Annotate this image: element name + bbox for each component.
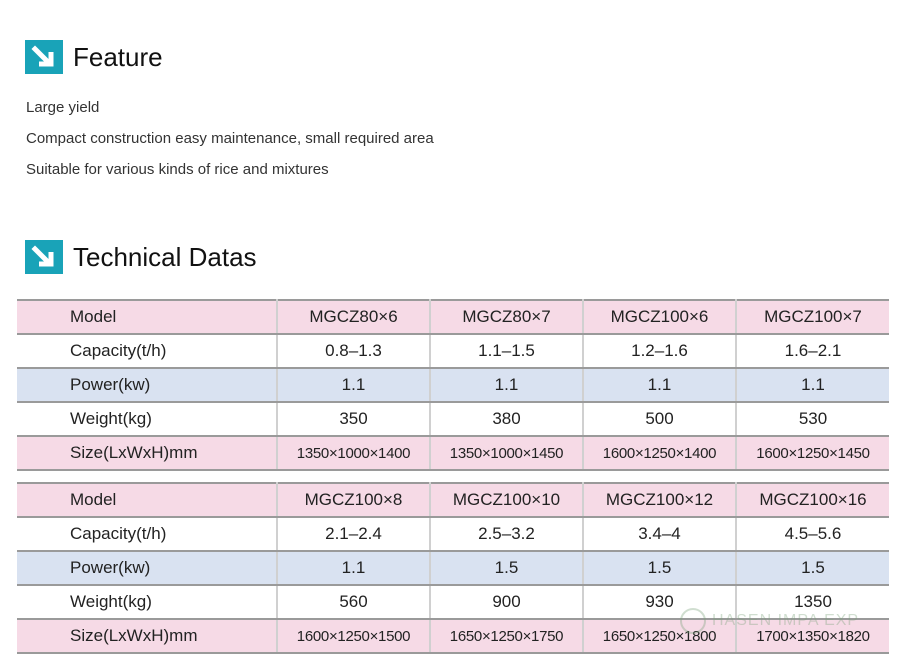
size-cell: 1600×1250×1400 [583,436,736,470]
weight-cell: 900 [430,585,583,619]
spec-table-1 [17,299,889,471]
size-cell: 1350×1000×1400 [277,436,430,470]
feature-header [25,40,163,74]
row-label-power: Power(kw) [17,551,277,585]
table-row-weight [17,402,889,436]
model-cell: MGCZ100×12 [583,483,736,517]
size-cell: 1650×1250×1750 [430,619,583,653]
row-label-model: Model [17,483,277,517]
capacity-cell: 1.2–1.6 [583,334,736,368]
weight-cell: 1350 [736,585,889,619]
size-cell: 1700×1350×1820 [736,619,889,653]
table-row-power [17,368,889,402]
row-label-capacity: Capacity(t/h) [17,334,277,368]
row-label-size: Size(LxWxH)mm [17,619,277,653]
table-row-model [17,300,889,334]
power-cell: 1.5 [583,551,736,585]
weight-cell: 560 [277,585,430,619]
model-cell: MGCZ80×6 [277,300,430,334]
table-row-size [17,436,889,470]
capacity-cell: 3.4–4 [583,517,736,551]
power-cell: 1.1 [277,551,430,585]
feature-title: Feature [73,41,163,72]
row-label-weight: Weight(kg) [17,585,277,619]
capacity-cell: 2.5–3.2 [430,517,583,551]
size-cell: 1350×1000×1450 [430,436,583,470]
power-cell: 1.1 [736,368,889,402]
model-cell: MGCZ80×7 [430,300,583,334]
table-row-capacity [17,334,889,368]
watermark [680,608,859,634]
row-label-size: Size(LxWxH)mm [17,436,277,470]
capacity-cell: 0.8–1.3 [277,334,430,368]
table-row-power [17,551,889,585]
weight-cell: 530 [736,402,889,436]
power-cell: 1.5 [430,551,583,585]
capacity-cell: 1.6–2.1 [736,334,889,368]
watermark-text: HASEN IMPA EXP [712,612,860,629]
model-cell: MGCZ100×16 [736,483,889,517]
technical-title: Technical Datas [73,241,257,272]
power-cell: 1.5 [736,551,889,585]
row-label-capacity: Capacity(t/h) [17,517,277,551]
size-cell: 1600×1250×1500 [277,619,430,653]
power-cell: 1.1 [430,368,583,402]
size-cell: 1600×1250×1450 [736,436,889,470]
feature-line-3: Suitable for various kinds of rice and mixtures [26,161,329,178]
power-cell: 1.1 [277,368,430,402]
model-cell: MGCZ100×7 [736,300,889,334]
feature-line-1: Large yield [26,99,100,116]
model-cell: MGCZ100×6 [583,300,736,334]
weight-cell: 500 [583,402,736,436]
row-label-power: Power(kw) [17,368,277,402]
capacity-cell: 4.5–5.6 [736,517,889,551]
feature-line-2: Compact construction easy maintenance, small required area [26,130,434,147]
power-cell: 1.1 [583,368,736,402]
model-cell: MGCZ100×8 [277,483,430,517]
weight-cell: 930 [583,585,736,619]
row-label-model: Model [17,300,277,334]
model-cell: MGCZ100×10 [430,483,583,517]
arrow-down-right-icon [25,240,63,274]
table-row-capacity [17,517,889,551]
weight-cell: 350 [277,402,430,436]
capacity-cell: 2.1–2.4 [277,517,430,551]
weight-cell: 380 [430,402,583,436]
arrow-down-right-icon [25,40,63,74]
row-label-weight: Weight(kg) [17,402,277,436]
capacity-cell: 1.1–1.5 [430,334,583,368]
technical-header [25,240,257,274]
table-row-model [17,483,889,517]
watermark-logo-icon [680,608,706,634]
size-cell: 1650×1250×1800 [583,619,736,653]
